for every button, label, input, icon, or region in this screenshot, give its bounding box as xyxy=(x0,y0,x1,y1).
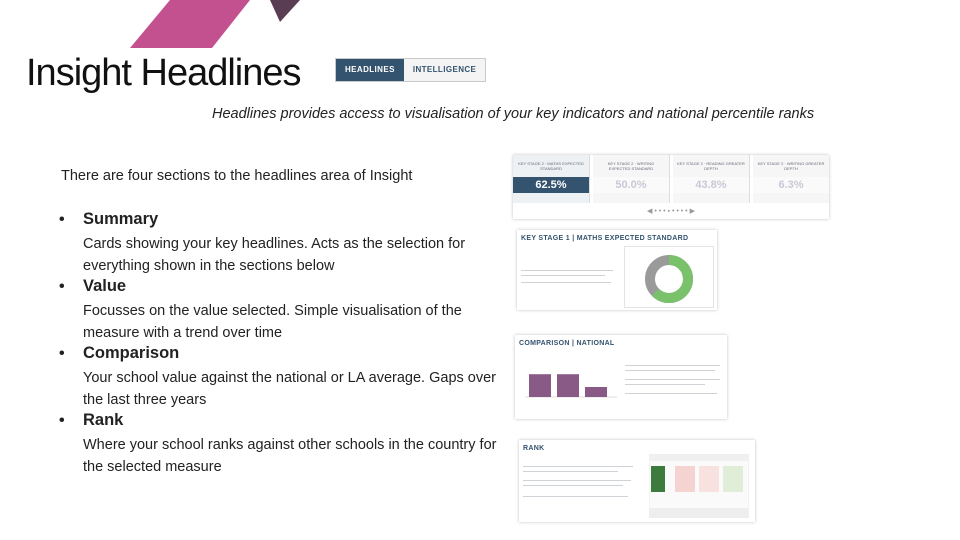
section-description: Focusses on the value selected. Simple visualisation of the measure with a trend over time xyxy=(83,303,462,341)
card-value: 50.0% xyxy=(593,177,669,193)
headlines-tab-bar-image xyxy=(335,58,486,82)
donut-chart-frame xyxy=(624,246,714,308)
text-placeholder xyxy=(523,480,631,481)
card-value: 62.5% xyxy=(513,177,589,193)
text-placeholder xyxy=(521,270,613,271)
text-placeholder xyxy=(521,282,611,283)
card-label: KEY STAGE 2 · WRITING GREATER DEPTH xyxy=(757,161,825,171)
comparison-panel-screenshot xyxy=(515,335,727,419)
text-placeholder xyxy=(523,485,623,486)
section-rank xyxy=(59,411,499,478)
section-description: Your school value against the national or LA average. Gaps over the last three years xyxy=(83,370,496,408)
donut-chart xyxy=(625,247,713,307)
text-placeholder xyxy=(625,365,720,366)
bullet-icon: • xyxy=(59,277,65,295)
section-title: Value xyxy=(83,277,127,295)
card-value: 6.3% xyxy=(753,177,829,193)
card-label: KEY STAGE 2 · MATHS EXPECTED STANDARD xyxy=(518,161,584,171)
section-description: Where your school ranks against other schools in the country for the selected measure xyxy=(83,437,497,475)
bullet-icon: • xyxy=(59,411,65,429)
comparison-bar-chart xyxy=(521,349,621,419)
value-panel-screenshot xyxy=(517,230,717,310)
tab-headlines: HEADLINES xyxy=(336,59,404,81)
rank-table xyxy=(649,454,749,518)
summary-card xyxy=(593,155,670,203)
text-placeholder xyxy=(625,379,720,380)
section-title: Comparison xyxy=(83,344,180,362)
summary-card xyxy=(513,155,590,203)
summary-card xyxy=(753,155,829,203)
section-description: Cards showing your key headlines. Acts as the selection for everything shown in the sections below xyxy=(83,236,466,274)
text-placeholder xyxy=(523,471,618,472)
section-title: Rank xyxy=(83,411,124,429)
tab-intelligence: INTELLIGENCE xyxy=(412,65,477,74)
comparison-bar xyxy=(557,374,579,397)
text-placeholder xyxy=(625,384,705,385)
section-comparison xyxy=(59,344,499,411)
text-placeholder xyxy=(625,370,715,371)
bullet-icon: • xyxy=(59,210,65,228)
intro-text: There are four sections to the headlines area of Insight xyxy=(61,168,413,184)
page-title: Insight Headlines xyxy=(26,52,301,94)
pager-dots-icon: ◀ • • • ▪ • • • • ▶ xyxy=(647,208,695,215)
section-title: Summary xyxy=(83,210,159,228)
bullet-icon: • xyxy=(59,344,65,362)
section-value xyxy=(59,277,499,344)
card-label: KEY STAGE 2 · WRITING EXPECTED STANDARD xyxy=(607,161,655,171)
summary-cards-screenshot xyxy=(513,155,829,219)
text-placeholder xyxy=(521,275,605,276)
panel-title: RANK xyxy=(523,445,545,452)
card-label: KEY STAGE 2 · READING GREATER DEPTH xyxy=(677,161,745,171)
text-placeholder xyxy=(625,393,717,394)
summary-card xyxy=(673,155,750,203)
comparison-bar xyxy=(529,374,551,397)
decorative-banner xyxy=(0,0,320,48)
card-value: 43.8% xyxy=(673,177,749,193)
page-subtitle: Headlines provides access to visualisation of your key indicators and national percentile ranks xyxy=(212,106,815,122)
panel-title: COMPARISON | NATIONAL xyxy=(519,340,615,347)
comparison-bar xyxy=(585,387,607,397)
text-placeholder xyxy=(523,496,628,497)
rank-panel-screenshot xyxy=(519,440,755,522)
panel-title: KEY STAGE 1 | MATHS EXPECTED STANDARD xyxy=(521,235,689,242)
text-placeholder xyxy=(523,466,633,467)
section-summary xyxy=(59,210,499,277)
